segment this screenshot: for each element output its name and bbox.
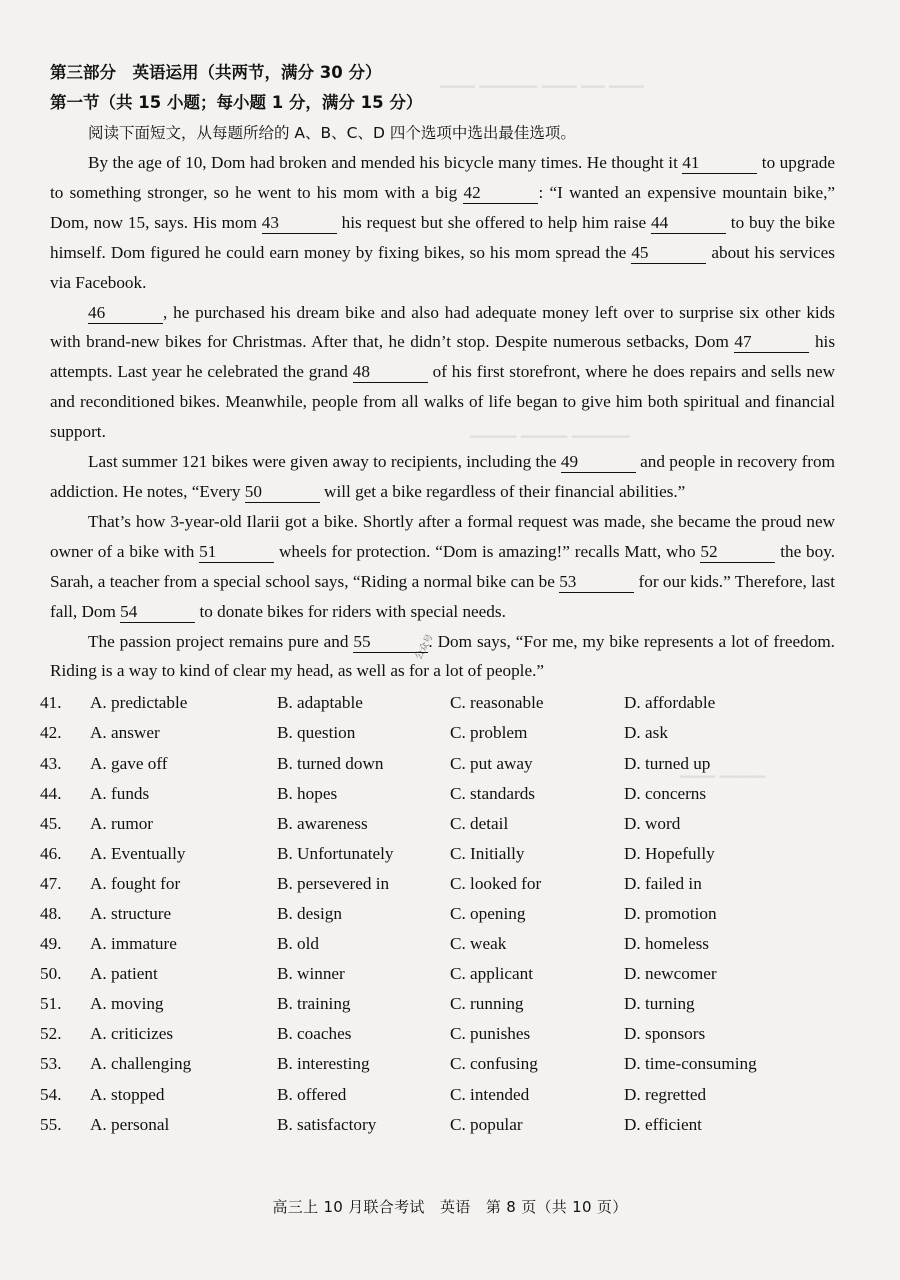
passage-text: to donate bikes for riders with special needs. bbox=[195, 601, 506, 621]
option-b: B. Unfortunately bbox=[277, 843, 394, 863]
question-row bbox=[40, 959, 835, 989]
question-row bbox=[40, 809, 835, 839]
option-b: B. design bbox=[277, 903, 342, 923]
question-row bbox=[40, 989, 835, 1019]
question-row bbox=[40, 1080, 835, 1110]
question-number: 45. bbox=[40, 813, 62, 833]
blank-48: 48 bbox=[353, 362, 428, 383]
blank-46: 46 bbox=[88, 303, 163, 324]
question-number: 54. bbox=[40, 1084, 62, 1104]
passage-text: wheels for protection. “Dom is amazing!” recalls Matt, who bbox=[274, 541, 701, 561]
option-c: C. Initially bbox=[450, 843, 525, 863]
option-b: B. interesting bbox=[277, 1054, 370, 1074]
option-a: A. predictable bbox=[90, 693, 188, 713]
passage-text: . Dom says, “For me, my bike represents a lot of freedom. Riding is a way to kind of clear my head, as well as for a lot of people.” bbox=[50, 631, 835, 681]
option-c: C. reasonable bbox=[450, 693, 544, 713]
option-a: A. challenging bbox=[90, 1054, 192, 1074]
option-b: B. question bbox=[277, 723, 356, 743]
passage-text: to upgrade to something stronger, so he went to his mom with a big bbox=[50, 153, 835, 202]
option-a: A. Eventually bbox=[90, 843, 186, 863]
option-d: D. turning bbox=[624, 994, 695, 1014]
blank-55: 55 bbox=[353, 632, 428, 653]
question-row bbox=[40, 929, 835, 959]
passage-text: for our kids.” Therefore, last fall, Dom bbox=[50, 571, 835, 621]
question-row bbox=[40, 1049, 835, 1079]
blank-50: 50 bbox=[245, 482, 320, 503]
passage-paragraph-4 bbox=[50, 507, 835, 627]
option-d: D. ask bbox=[624, 723, 668, 743]
passage-text: of his first storefront, where he does repairs and sells new and reconditioned bikes. Meanwhile, people from all walks of life began to give him both spiritual and financial support. bbox=[50, 362, 835, 442]
exam-content bbox=[40, 58, 836, 1140]
subsection-title: 第一节（共 15 小题；每小题 1 分，满分 15 分） bbox=[50, 93, 423, 112]
option-a: A. moving bbox=[90, 994, 164, 1014]
passage-paragraph-2 bbox=[50, 298, 835, 448]
option-d: D. word bbox=[624, 813, 681, 833]
option-b: B. awareness bbox=[277, 813, 368, 833]
option-a: A. criticizes bbox=[90, 1024, 174, 1044]
question-row bbox=[40, 1110, 835, 1140]
question-row bbox=[40, 779, 835, 809]
watermark-stamp: 公众号 bbox=[414, 632, 436, 662]
option-c: C. looked for bbox=[450, 873, 542, 893]
option-a: A. answer bbox=[90, 723, 160, 743]
option-c: C. detail bbox=[450, 813, 509, 833]
option-d: D. turned up bbox=[624, 753, 711, 773]
option-b: B. winner bbox=[277, 964, 345, 984]
question-row bbox=[40, 839, 835, 869]
option-c: C. popular bbox=[450, 1114, 523, 1134]
option-d: D. regretted bbox=[624, 1084, 707, 1104]
option-b: B. training bbox=[277, 994, 351, 1014]
option-b: B. adaptable bbox=[277, 693, 363, 713]
passage-text: and people in recovery from addiction. He notes, “Every bbox=[50, 452, 835, 501]
option-d: D. time-consuming bbox=[624, 1054, 757, 1074]
option-a: A. patient bbox=[90, 964, 158, 984]
option-a: A. gave off bbox=[90, 753, 168, 773]
option-d: D. affordable bbox=[624, 693, 716, 713]
question-number: 42. bbox=[40, 723, 62, 743]
page-footer: 高三上 10 月联合考试 英语 第 8 页（共 10 页） bbox=[272, 1198, 628, 1216]
option-d: D. Hopefully bbox=[624, 843, 715, 863]
option-c: C. running bbox=[450, 994, 524, 1014]
option-b: B. offered bbox=[277, 1084, 347, 1104]
question-number: 50. bbox=[40, 964, 62, 984]
blank-49: 49 bbox=[561, 452, 636, 473]
question-row bbox=[40, 718, 835, 748]
question-number: 55. bbox=[40, 1114, 62, 1134]
blank-47: 47 bbox=[734, 332, 809, 353]
option-c: C. put away bbox=[450, 753, 533, 773]
blank-42: 42 bbox=[463, 183, 538, 204]
option-b: B. hopes bbox=[277, 783, 338, 803]
option-d: D. concerns bbox=[624, 783, 707, 803]
passage-text: , he purchased his dream bike and also had adequate money left over to surprise six other kids with brand-new bikes for Christmas. After that, he didn’t stop. Despite numerous setbacks, Dom bbox=[50, 302, 835, 352]
passage-text: : “I wanted an expensive mountain bike,” Dom, now 15, says. His mom bbox=[50, 182, 836, 232]
option-b: B. coaches bbox=[277, 1024, 352, 1044]
passage-paragraph-1 bbox=[50, 148, 835, 298]
passage-text: Last summer 121 bikes were given away to recipients, including the bbox=[88, 452, 561, 472]
passage-paragraph-3 bbox=[50, 447, 835, 507]
question-number: 48. bbox=[40, 903, 62, 923]
passage-text: the boy. Sarah, a teacher from a special school says, “Riding a normal bike can be bbox=[50, 541, 835, 591]
question-row bbox=[40, 1019, 835, 1049]
option-a: A. stopped bbox=[90, 1084, 165, 1104]
blank-51: 51 bbox=[199, 542, 274, 563]
option-c: C. applicant bbox=[450, 964, 534, 984]
option-d: D. promotion bbox=[624, 903, 717, 923]
option-a: A. immature bbox=[90, 934, 177, 954]
question-number: 46. bbox=[40, 843, 62, 863]
passage-text: his request but she offered to help him raise bbox=[336, 212, 651, 232]
passage-text: The passion project remains pure and bbox=[88, 631, 354, 651]
blank-54: 54 bbox=[120, 602, 195, 623]
bleed-through-decoration: ▁▁▁ ▁▁▁▁ bbox=[680, 760, 766, 778]
blank-43: 43 bbox=[262, 213, 337, 234]
option-c: C. intended bbox=[450, 1084, 530, 1104]
question-number: 53. bbox=[40, 1054, 62, 1074]
option-d: D. failed in bbox=[624, 873, 702, 893]
option-a: A. rumor bbox=[90, 813, 154, 833]
question-row bbox=[40, 899, 835, 929]
option-b: B. turned down bbox=[277, 753, 384, 773]
question-row bbox=[40, 869, 835, 899]
option-d: D. homeless bbox=[624, 934, 709, 954]
option-d: D. newcomer bbox=[624, 964, 717, 984]
blank-45: 45 bbox=[631, 243, 706, 264]
blank-53: 53 bbox=[559, 572, 634, 593]
blank-41: 41 bbox=[682, 153, 757, 174]
option-a: A. personal bbox=[90, 1114, 170, 1134]
question-number: 44. bbox=[40, 783, 62, 803]
option-a: A. fought for bbox=[90, 873, 181, 893]
option-d: D. sponsors bbox=[624, 1024, 706, 1044]
question-number: 51. bbox=[40, 994, 62, 1014]
option-a: A. structure bbox=[90, 903, 172, 923]
question-number: 41. bbox=[40, 693, 62, 713]
option-c: C. problem bbox=[450, 723, 528, 743]
bleed-through-decoration: ▁▁▁▁ ▁▁▁▁ ▁▁▁▁▁ bbox=[470, 420, 630, 438]
passage-text: That’s how 3-year-old Ilarii got a bike. Shortly after a formal request was made, she became the proud new owner of a bike with bbox=[50, 511, 835, 561]
passage-text: By the age of 10, Dom had broken and mended his bicycle many times. He thought it bbox=[88, 153, 683, 172]
option-d: D. efficient bbox=[624, 1114, 702, 1134]
option-c: C. standards bbox=[450, 783, 535, 803]
section-title: 第三部分 英语运用（共两节，满分 30 分） bbox=[50, 63, 382, 82]
option-b: B. old bbox=[277, 934, 320, 954]
option-c: C. opening bbox=[450, 903, 526, 923]
passage-text: to buy the bike himself. Dom figured he could earn money by fixing bikes, so his mom spread the bbox=[50, 212, 835, 262]
option-a: A. funds bbox=[90, 783, 150, 803]
bleed-through-decoration: ▁▁▁ ▁▁▁▁▁ ▁▁▁ ▁▁ ▁▁▁ bbox=[440, 70, 644, 88]
option-b: B. persevered in bbox=[277, 873, 390, 893]
option-c: C. punishes bbox=[450, 1024, 531, 1044]
question-row bbox=[40, 688, 835, 718]
question-row bbox=[40, 749, 835, 779]
passage-text: about his services via Facebook. bbox=[50, 242, 835, 292]
question-number: 43. bbox=[40, 753, 62, 773]
options-list bbox=[40, 688, 835, 1139]
instruction: 阅读下面短文，从每题所给的 A、B、C、D 四个选项中选出最佳选项。 bbox=[88, 124, 576, 142]
blank-52: 52 bbox=[700, 542, 775, 563]
question-number: 52. bbox=[40, 1024, 62, 1044]
option-c: C. confusing bbox=[450, 1054, 538, 1074]
passage-text: will get a bike regardless of their financial abilities.” bbox=[319, 481, 686, 501]
question-number: 47. bbox=[40, 873, 62, 893]
passage-text: his attempts. Last year he celebrated the grand bbox=[50, 332, 836, 382]
option-b: B. satisfactory bbox=[277, 1114, 377, 1134]
blank-44: 44 bbox=[651, 213, 726, 234]
passage-paragraph-5 bbox=[50, 627, 835, 687]
question-number: 49. bbox=[40, 934, 62, 954]
option-c: C. weak bbox=[450, 934, 507, 954]
